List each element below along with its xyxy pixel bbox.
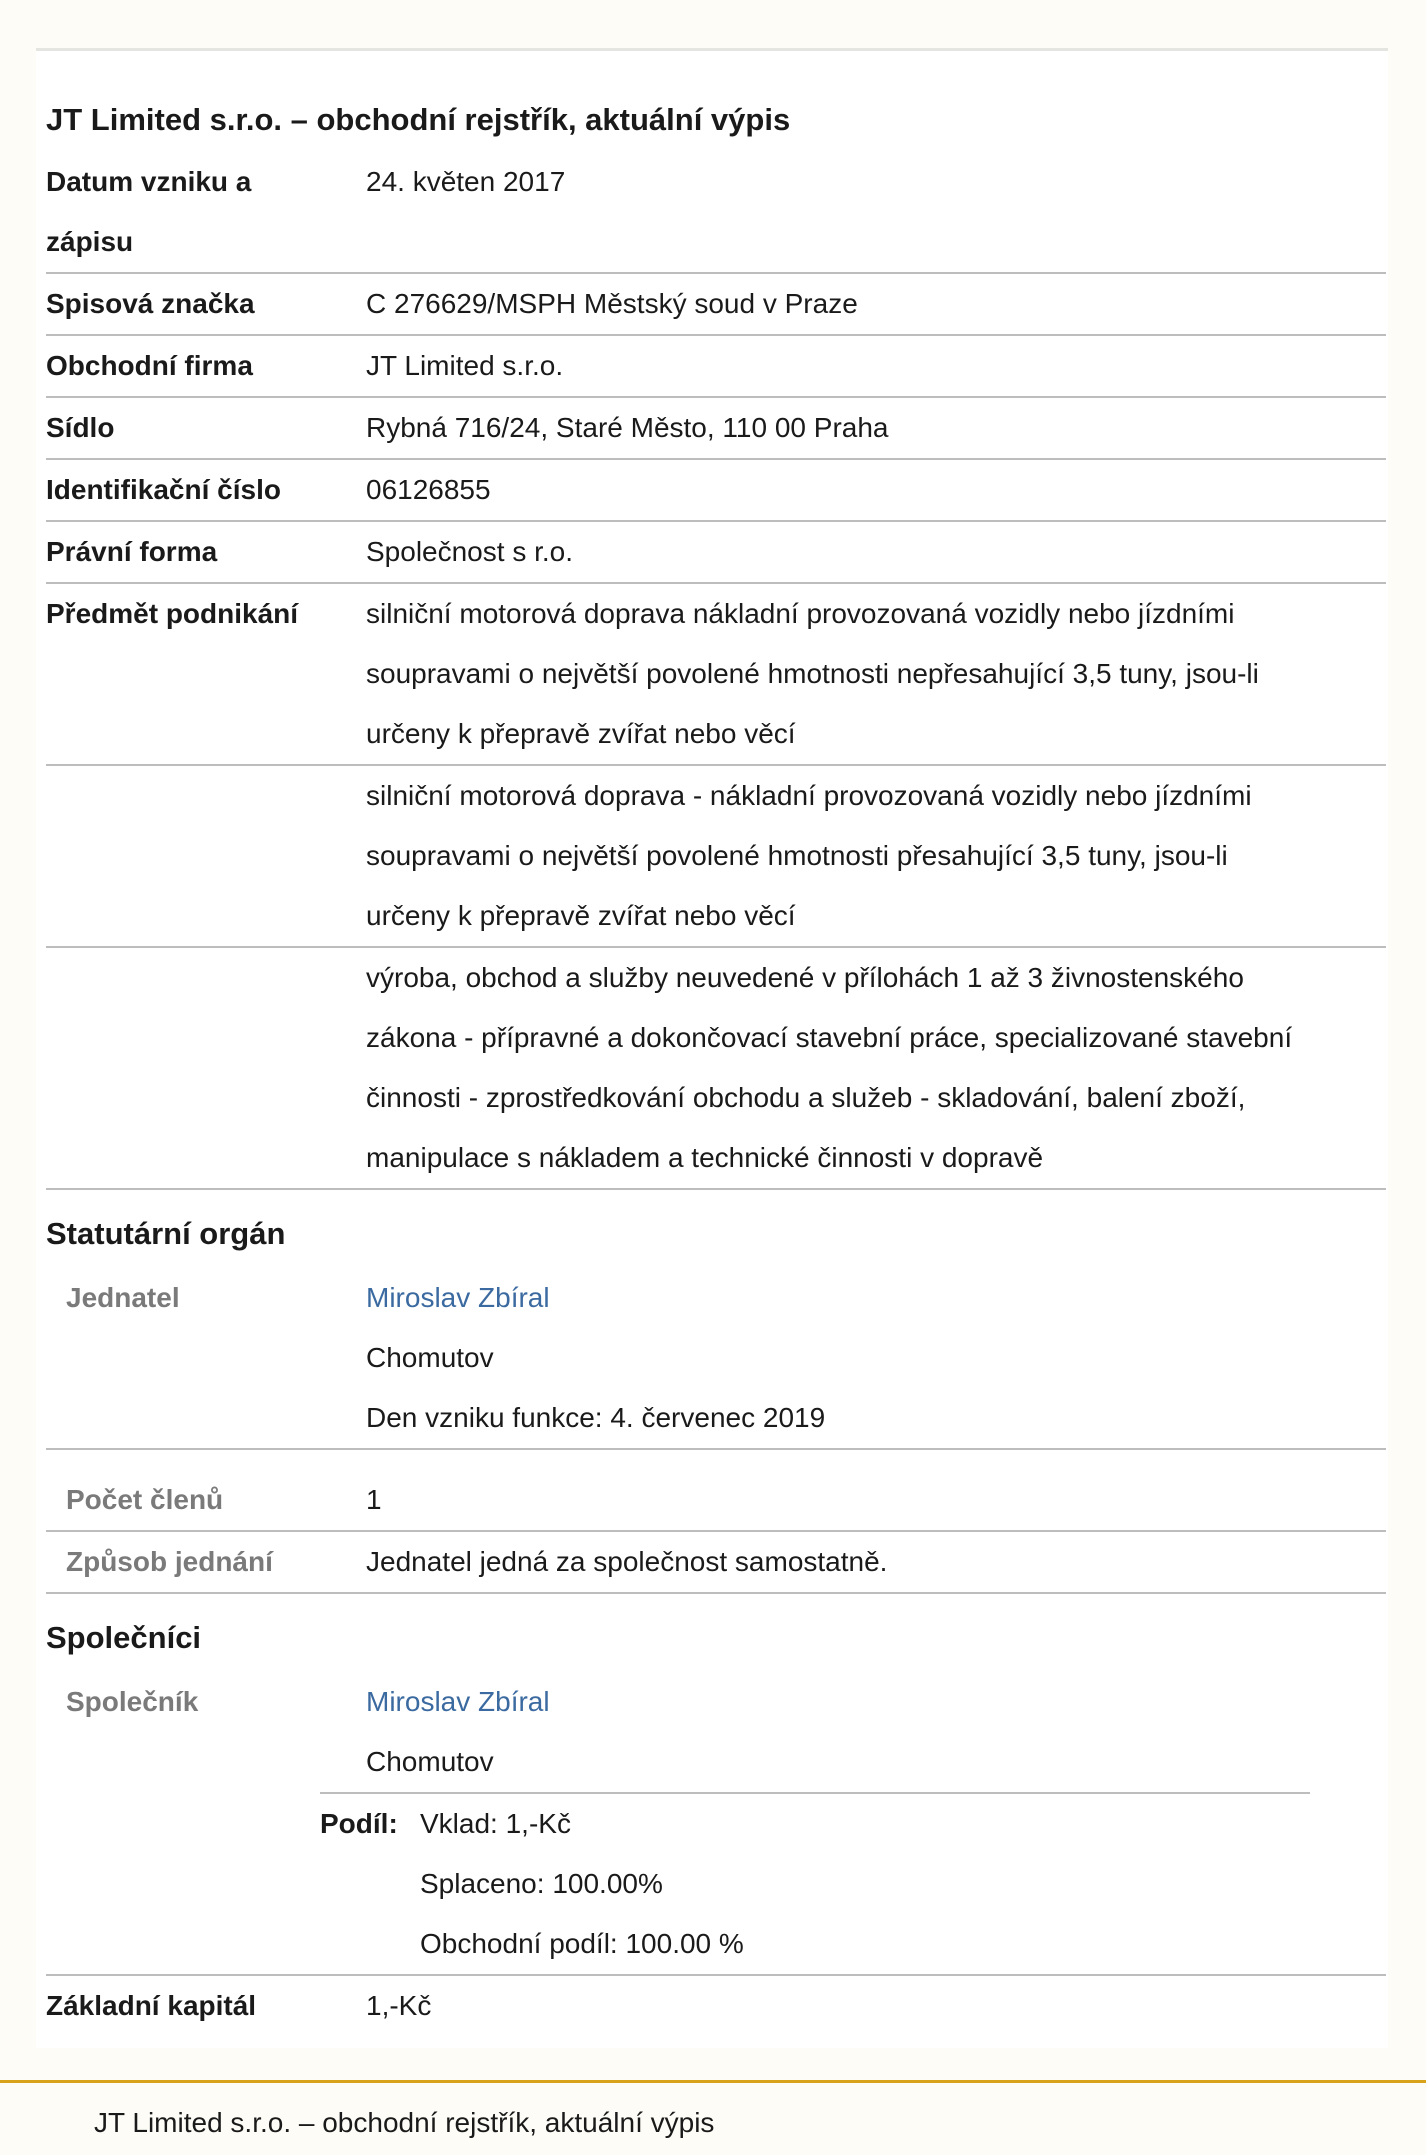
share-details	[420, 1794, 744, 1974]
row-value: Společnost s r.o.	[366, 536, 574, 567]
row-value: 1,-Kč	[366, 1990, 432, 2021]
row-value: Rybná 716/24, Staré Město, 110 00 Praha	[366, 412, 889, 443]
row-pravni-forma	[46, 522, 1386, 584]
row-value: C 276629/MSPH Městský soud v Praze	[366, 288, 858, 319]
share-label: Podíl:	[320, 1808, 398, 1839]
row-label: Právní forma	[46, 536, 218, 567]
section-heading-statutarni-organ: Statutární orgán	[46, 1216, 286, 1251]
row-jednatel	[46, 1268, 1386, 1450]
row-label: Společník	[66, 1686, 199, 1717]
row-zakladni-kapital	[46, 1976, 1386, 2036]
row-label: Obchodní firma	[46, 350, 253, 381]
person-link-spolecnik[interactable]: Miroslav Zbíral	[366, 1686, 550, 1717]
activity-item: silniční motorová doprava nákladní provozovaná vozidly nebo jízdními soupravami o největší povolené hmotnosti nepřesahující 3,5 tuny, jsou-li určeny k přepravě zvířat nebo věcí	[366, 598, 1259, 749]
row-spisova-znacka	[46, 274, 1386, 336]
row-label: Spisová značka	[46, 288, 255, 319]
share-obchodni-podil: Obchodní podíl: 100.00 %	[420, 1928, 744, 1959]
row-obchodni-firma	[46, 336, 1386, 398]
row-label: Sídlo	[46, 412, 115, 443]
row-value: Miroslav Zbíral Chomutov Den vzniku funkce: 4. červenec 2019	[366, 1282, 826, 1433]
row-label: Základní kapitál	[46, 1990, 257, 2021]
row-value: 1	[366, 1484, 382, 1515]
row-sidlo	[46, 398, 1386, 460]
row-label: Způsob jednání	[66, 1546, 273, 1577]
row-predmet-podnikani-3	[46, 948, 1386, 1190]
activity-item: výroba, obchod a služby neuvedené v přílohách 1 až 3 živnostenského zákona - přípravné a dokončovací stavební práce, specializované stavební činnosti - zprostředkování obchodu a služeb - skladování, balení zboží, manipulace s nákladem a technické činnosti v dopravě	[366, 962, 1293, 1173]
row-identifikacni-cislo	[46, 460, 1386, 522]
row-label: Identifikační číslo	[46, 474, 281, 505]
row-label: Počet členů	[66, 1484, 224, 1515]
share-block	[320, 1792, 1310, 1959]
page-title: JT Limited s.r.o. – obchodní rejstřík, aktuální výpis	[46, 102, 791, 137]
row-predmet-podnikani-2	[46, 766, 1386, 948]
row-label: Předmět podnikání	[46, 598, 299, 629]
row-predmet-podnikani	[46, 584, 1386, 766]
row-value: JT Limited s.r.o.	[366, 350, 564, 381]
share-vklad: Vklad: 1,-Kč	[420, 1808, 571, 1839]
section-heading-spolecnici: Společníci	[46, 1620, 202, 1655]
row-label: Jednatel	[66, 1282, 180, 1313]
person-link-jednatel[interactable]: Miroslav Zbíral	[366, 1282, 550, 1313]
activity-item: silniční motorová doprava - nákladní provozovaná vozidly nebo jízdními soupravami o největší povolené hmotnosti přesahující 3,5 tuny, jsou-li určeny k přepravě zvířat nebo věcí	[366, 780, 1252, 931]
footer-bar	[0, 2080, 1426, 2155]
row-datum-vzniku	[46, 152, 1386, 274]
footer-title: JT Limited s.r.o. – obchodní rejstřík, aktuální výpis	[94, 2107, 715, 2138]
row-value: Jednatel jedná za společnost samostatně.	[366, 1546, 888, 1577]
row-value: Miroslav Zbíral Chomutov	[366, 1686, 550, 1777]
row-value: 24. květen 2017	[366, 166, 566, 197]
share-splaceno: Splaceno: 100.00%	[420, 1868, 663, 1899]
row-zpusob-jednani	[46, 1532, 1386, 1594]
row-pocet-clenu	[46, 1470, 1386, 1532]
row-label: Datum vzniku a zápisu	[46, 166, 252, 257]
row-value: 06126855	[366, 474, 491, 505]
